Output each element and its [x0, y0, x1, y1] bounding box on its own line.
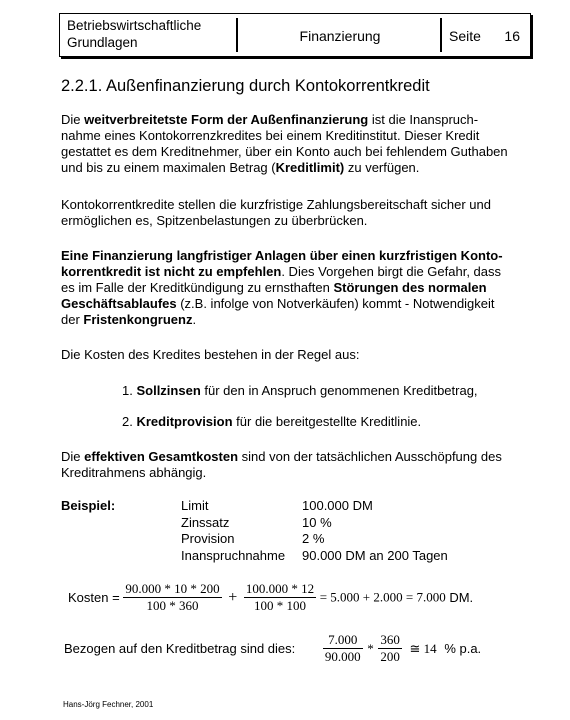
section-title: 2.2.1. Außenfinanzierung durch Kontokorrentkredit [61, 77, 430, 95]
page-footer: Hans-Jörg Fechner, 2001 [63, 700, 154, 709]
fraction-cost-ratio: $\frac{7.000}{90.000}$ [324, 632, 361, 664]
fraction-interest: $\frac{90.000 * 10 * 200}{100 * 360}$ [125, 581, 220, 613]
formula-unit: DM. [449, 590, 474, 605]
formula-lhs: Kosten = [68, 590, 120, 605]
plus-sign: + [228, 588, 238, 606]
example-row: Provision 2 % [181, 531, 325, 546]
header-page-label: Seite [449, 28, 481, 44]
example-row: Zinssatz 10 % [181, 514, 332, 530]
times-sign: * [367, 640, 374, 656]
paragraph-intro: Die weitverbreitetste Form der Außenfinanzierung ist die Inanspruch- nahme eines Kontokorrenzkredites bei einem Kreditinstitut. Dieser Kredit gestattet es dem Kreditnehmer, über ein Konto auch bei fehlendem Guthaben und bis zu einem maximalen Betrag (Kreditlimit) zu verfügen. [61, 112, 508, 175]
paragraph-liquidity: Kontokorrentkredite stellen die kurzfristige Zahlungsbereitschaft sicher und ermöglichen es, Spitzenbelastungen zu überbrücken. [61, 197, 491, 228]
fraction-days-ratio: $\frac{360}{200}$ [380, 632, 400, 664]
list-item: 2. Kreditprovision für die bereitgestellte Kreditlinie. [122, 414, 422, 429]
example-table [181, 498, 448, 564]
header-topic: Finanzierung [299, 28, 381, 44]
header-subject [67, 17, 201, 51]
header-divider [236, 18, 238, 52]
header-page-number: 16 [504, 28, 520, 44]
header-divider [440, 18, 442, 52]
cost-formula [68, 581, 473, 614]
header-subject-line2: Grundlagen [67, 35, 138, 50]
header-subject-line1: Betriebswirtschaftliche [67, 18, 202, 33]
formula-unit: % p.a. [444, 641, 482, 656]
example-row: Limit 100.000 DM [181, 498, 373, 513]
paragraph-warning: Eine Finanzierung langfristiger Anlagen über einen kurzfristigen Konto- korrentkredit ist nicht zu empfehlen. Dies Vorgehen birgt die Gefahr, dass es im Falle der Kreditkündigung zu ernsthaften Störungen des normalen Geschäftsablaufes (z.B. infolge von Notverkäufen) kommt - Notwendigkeit der Fristenkongruenz. [61, 248, 503, 327]
paragraph-effective-costs: Die effektiven Gesamtkosten sind von der tatsächlichen Ausschöpfung des Kreditrahmens abhängig. [61, 449, 502, 480]
formula-approx: ≅ 14 [409, 640, 437, 656]
example-label: Beispiel: [61, 498, 116, 513]
formula-result: = 5.000 + 2.000 = 7.000 [319, 589, 446, 605]
example-row: Inanspruchnahme 90.000 DM an 200 Tagen [181, 547, 448, 563]
fraction-provision: $\frac{100.000 * 12}{100 * 100}$ [245, 581, 315, 613]
list-item: 1. Sollzinsen für den in Anspruch genommenen Kreditbetrag, [122, 383, 478, 398]
rate-formula [64, 632, 481, 665]
formula-lead: Bezogen auf den Kreditbetrag sind dies: [64, 641, 296, 656]
page-header [59, 13, 531, 57]
paragraph-costs: Die Kosten des Kredites bestehen in der Regel aus: [61, 347, 360, 362]
